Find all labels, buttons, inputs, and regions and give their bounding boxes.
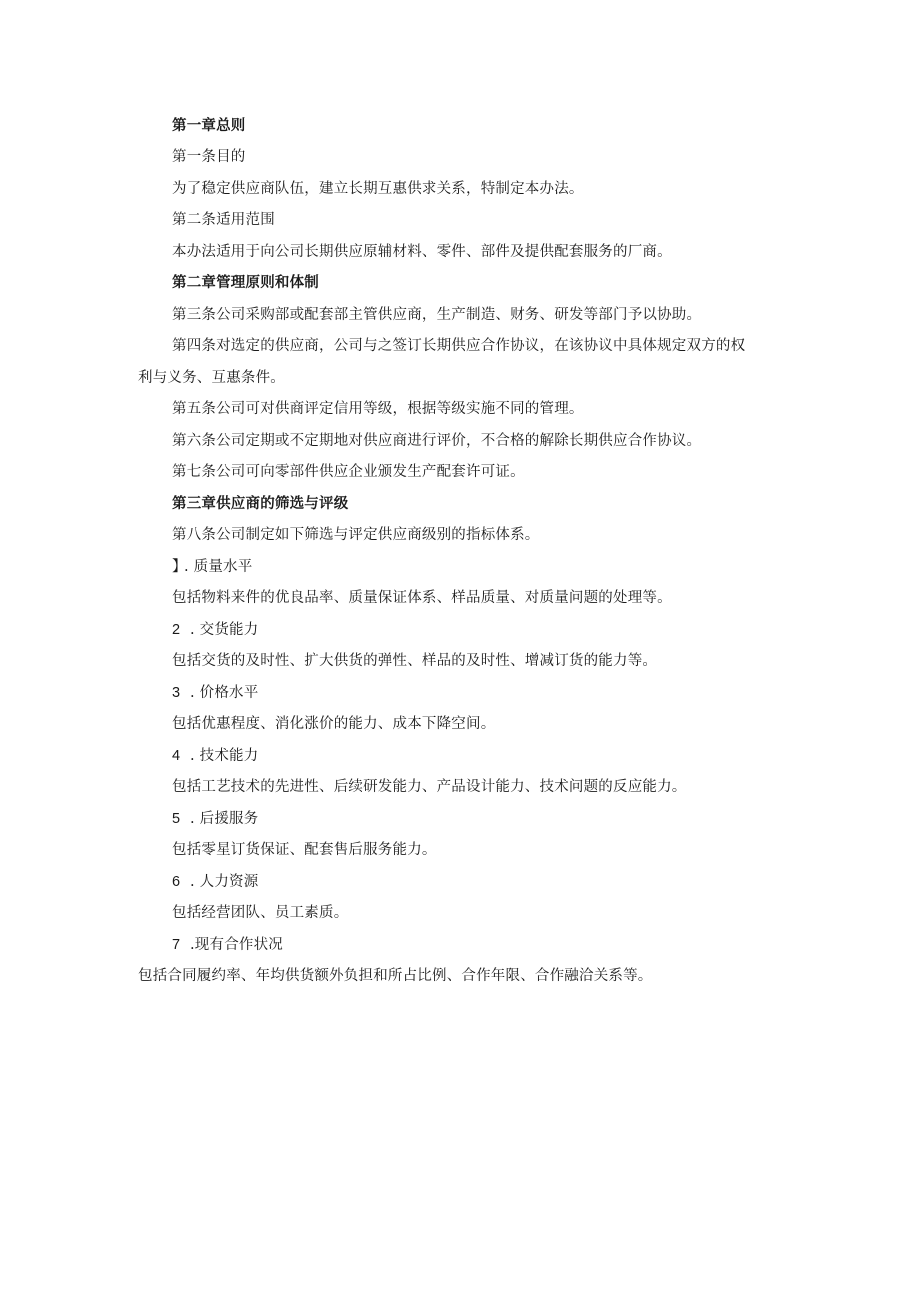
item-5-label: . 后援服务: [190, 811, 259, 827]
article-6: 第六条公司定期或不定期地对供应商进行评价，不合格的解除长期供应合作协议。: [172, 433, 702, 449]
article-3: 第三条公司采购部或配套部主管供应商，生产制造、财务、研发等部门予以协助。: [172, 307, 702, 323]
item-4-label: . 技术能力: [190, 748, 259, 764]
item-6-number: 6: [172, 874, 181, 890]
item-2-number: 2: [172, 622, 181, 638]
item-4-description: 包括工艺技术的先进性、后续研发能力、产品设计能力、技术问题的反应能力。: [172, 779, 687, 795]
article-4-line-2: 利与义务、互惠条件。: [138, 370, 285, 386]
item-7-number: 7: [172, 937, 181, 953]
item-1-heading: [172, 557, 252, 577]
item-5-description: 包括零星订货保证、配套售后服务能力。: [172, 842, 437, 858]
item-1-description: 包括物料来件的优良品率、质量保证体系、样品质量、对质量问题的处理等。: [172, 590, 672, 606]
chapter-2-title: 第二章管理原则和体制: [172, 275, 319, 291]
item-7-label: .现有合作状况: [190, 937, 284, 953]
item-2-label: . 交货能力: [190, 622, 259, 638]
item-6-heading: [172, 872, 258, 892]
item-1-number: 】: [172, 559, 187, 575]
item-3-description: 包括优惠程度、消化涨价的能力、成本下降空间。: [172, 716, 496, 732]
item-2-heading: [172, 620, 258, 640]
item-3-label: . 价格水平: [190, 685, 259, 701]
chapter-1-title: 第一章总则: [172, 118, 246, 134]
item-6-label: . 人力资源: [190, 874, 259, 890]
article-1-title: 第一条目的: [172, 149, 246, 165]
item-4-number: 4: [172, 748, 181, 764]
item-1-label: . 质量水平: [184, 559, 253, 575]
article-4-line-1: 第四条对选定的供应商，公司与之签订长期供应合作协议，在该协议中具体规定双方的权: [172, 338, 746, 354]
article-5: 第五条公司可对供商评定信用等级，根据等级实施不同的管理。: [172, 401, 584, 417]
article-1-body: 为了稳定供应商队伍，建立长期互惠供求关系，特制定本办法。: [172, 181, 584, 197]
item-6-description: 包括经营团队、员工素质。: [172, 905, 349, 921]
article-2-body: 本办法适用于向公司长期供应原辅材料、零件、部件及提供配套服务的厂商。: [172, 244, 672, 260]
article-7: 第七条公司可向零部件供应企业颁发生产配套许可证。: [172, 464, 525, 480]
item-7-description: 包括合同履约率、年均供货额外负担和所占比例、合作年限、合作融洽关系等。: [138, 968, 653, 984]
item-2-description: 包括交货的及时性、扩大供货的弹性、样品的及时性、增减订货的能力等。: [172, 653, 658, 669]
item-3-number: 3: [172, 685, 181, 701]
article-2-title: 第二条适用范围: [172, 212, 275, 228]
item-7-heading: [172, 935, 283, 955]
item-3-heading: [172, 683, 258, 703]
item-4-heading: [172, 746, 258, 766]
item-5-number: 5: [172, 811, 181, 827]
chapter-3-title: 第三章供应商的筛选与评级: [172, 496, 349, 512]
item-5-heading: [172, 809, 258, 829]
article-8: 第八条公司制定如下筛选与评定供应商级别的指标体系。: [172, 527, 540, 543]
